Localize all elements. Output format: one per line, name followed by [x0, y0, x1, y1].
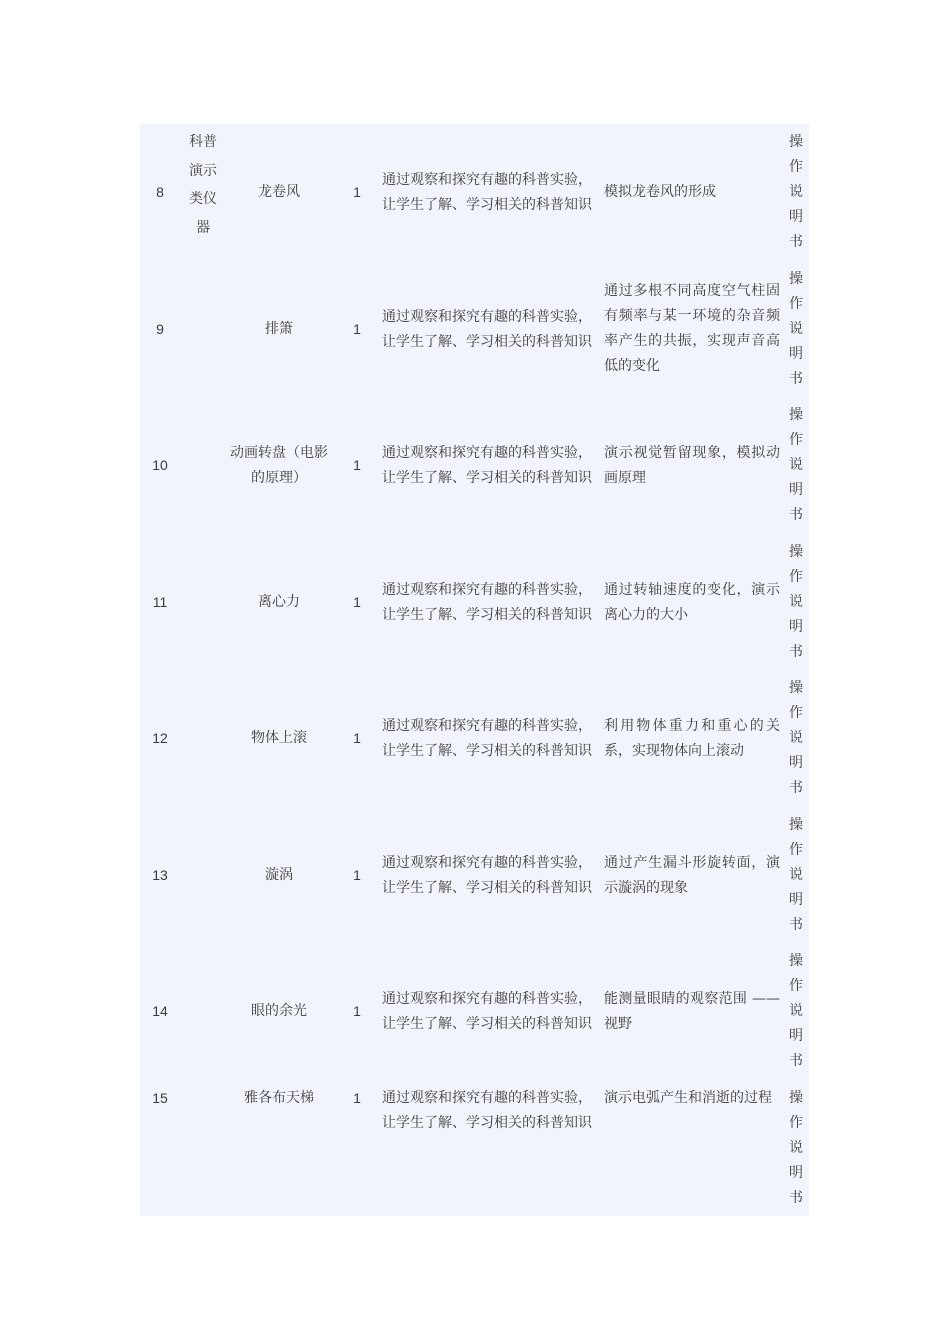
- item-description: 通过转轴速度的变化，演示离心力的大小: [604, 582, 780, 623]
- item-quantity: 1: [353, 321, 361, 337]
- item-name: 动画转盘（电影的原理）: [230, 445, 328, 486]
- item-notes: 操作说明书: [789, 680, 803, 796]
- item-description: 通过多根不同高度空气柱固有频率与某一环境的杂音频率产生的共振，实现声音高低的变化: [604, 283, 780, 374]
- item-description: 演示电弧产生和消逝的过程: [604, 1090, 772, 1106]
- item-description: 模拟龙卷风的形成: [604, 184, 716, 200]
- item-quantity: 1: [353, 457, 361, 473]
- table-row: [140, 261, 809, 397]
- item-name: 龙卷风: [258, 184, 300, 200]
- item-description: 演示视觉暂留现象，模拟动画原理: [604, 445, 780, 486]
- row-number: 14: [152, 1003, 168, 1019]
- item-name: 排箫: [265, 321, 293, 337]
- item-notes: 操作说明书: [789, 1090, 803, 1206]
- row-number: 13: [152, 867, 168, 883]
- item-name: 漩涡: [265, 867, 293, 883]
- item-name: 物体上滚: [251, 730, 307, 746]
- row-number: 12: [152, 730, 168, 746]
- table-row: [140, 943, 809, 1079]
- item-notes: 操作说明书: [789, 817, 803, 933]
- item-notes: 操作说明书: [789, 544, 803, 660]
- row-number: 9: [156, 321, 164, 337]
- table-row: [140, 397, 809, 533]
- item-purpose: 通过观察和探究有趣的科普实验，让学生了解、学习相关的科普知识: [382, 1090, 592, 1131]
- row-number: 15: [152, 1090, 168, 1106]
- table-row: [140, 124, 809, 260]
- item-quantity: 1: [353, 867, 361, 883]
- row-number: 10: [152, 457, 168, 473]
- item-purpose: 通过观察和探究有趣的科普实验，让学生了解、学习相关的科普知识: [382, 309, 592, 350]
- item-notes: 操作说明书: [789, 407, 803, 523]
- item-purpose: 通过观察和探究有趣的科普实验，让学生了解、学习相关的科普知识: [382, 718, 592, 759]
- item-name: 离心力: [258, 594, 300, 610]
- item-quantity: 1: [353, 594, 361, 610]
- row-number: 11: [152, 594, 168, 610]
- item-quantity: 1: [353, 1090, 361, 1106]
- item-notes: 操作说明书: [789, 953, 803, 1069]
- item-description: 能测量眼睛的观察范围 —— 视野: [604, 991, 780, 1032]
- row-number: 8: [156, 184, 164, 200]
- table-row: [140, 534, 809, 670]
- item-description: 利用物体重力和重心的关系，实现物体向上滚动: [604, 718, 780, 759]
- item-quantity: 1: [353, 184, 361, 200]
- item-purpose: 通过观察和探究有趣的科普实验，让学生了解、学习相关的科普知识: [382, 991, 592, 1032]
- table-row: [140, 1080, 809, 1216]
- item-purpose: 通过观察和探究有趣的科普实验，让学生了解、学习相关的科普知识: [382, 855, 592, 896]
- item-name: 眼的余光: [251, 1003, 307, 1019]
- table-row: [140, 807, 809, 943]
- table-row: [140, 670, 809, 806]
- item-purpose: 通过观察和探究有趣的科普实验，让学生了解、学习相关的科普知识: [382, 445, 592, 486]
- item-notes: 操作说明书: [789, 134, 803, 250]
- item-notes: 操作说明书: [789, 271, 803, 387]
- item-quantity: 1: [353, 730, 361, 746]
- item-name: 雅各布天梯: [244, 1090, 314, 1106]
- item-purpose: 通过观察和探究有趣的科普实验，让学生了解、学习相关的科普知识: [382, 172, 592, 213]
- category-label: 科普演示类仪器: [189, 134, 217, 236]
- item-purpose: 通过观察和探究有趣的科普实验，让学生了解、学习相关的科普知识: [382, 582, 592, 623]
- item-quantity: 1: [353, 1003, 361, 1019]
- item-description: 通过产生漏斗形旋转面，演示漩涡的现象: [604, 855, 780, 896]
